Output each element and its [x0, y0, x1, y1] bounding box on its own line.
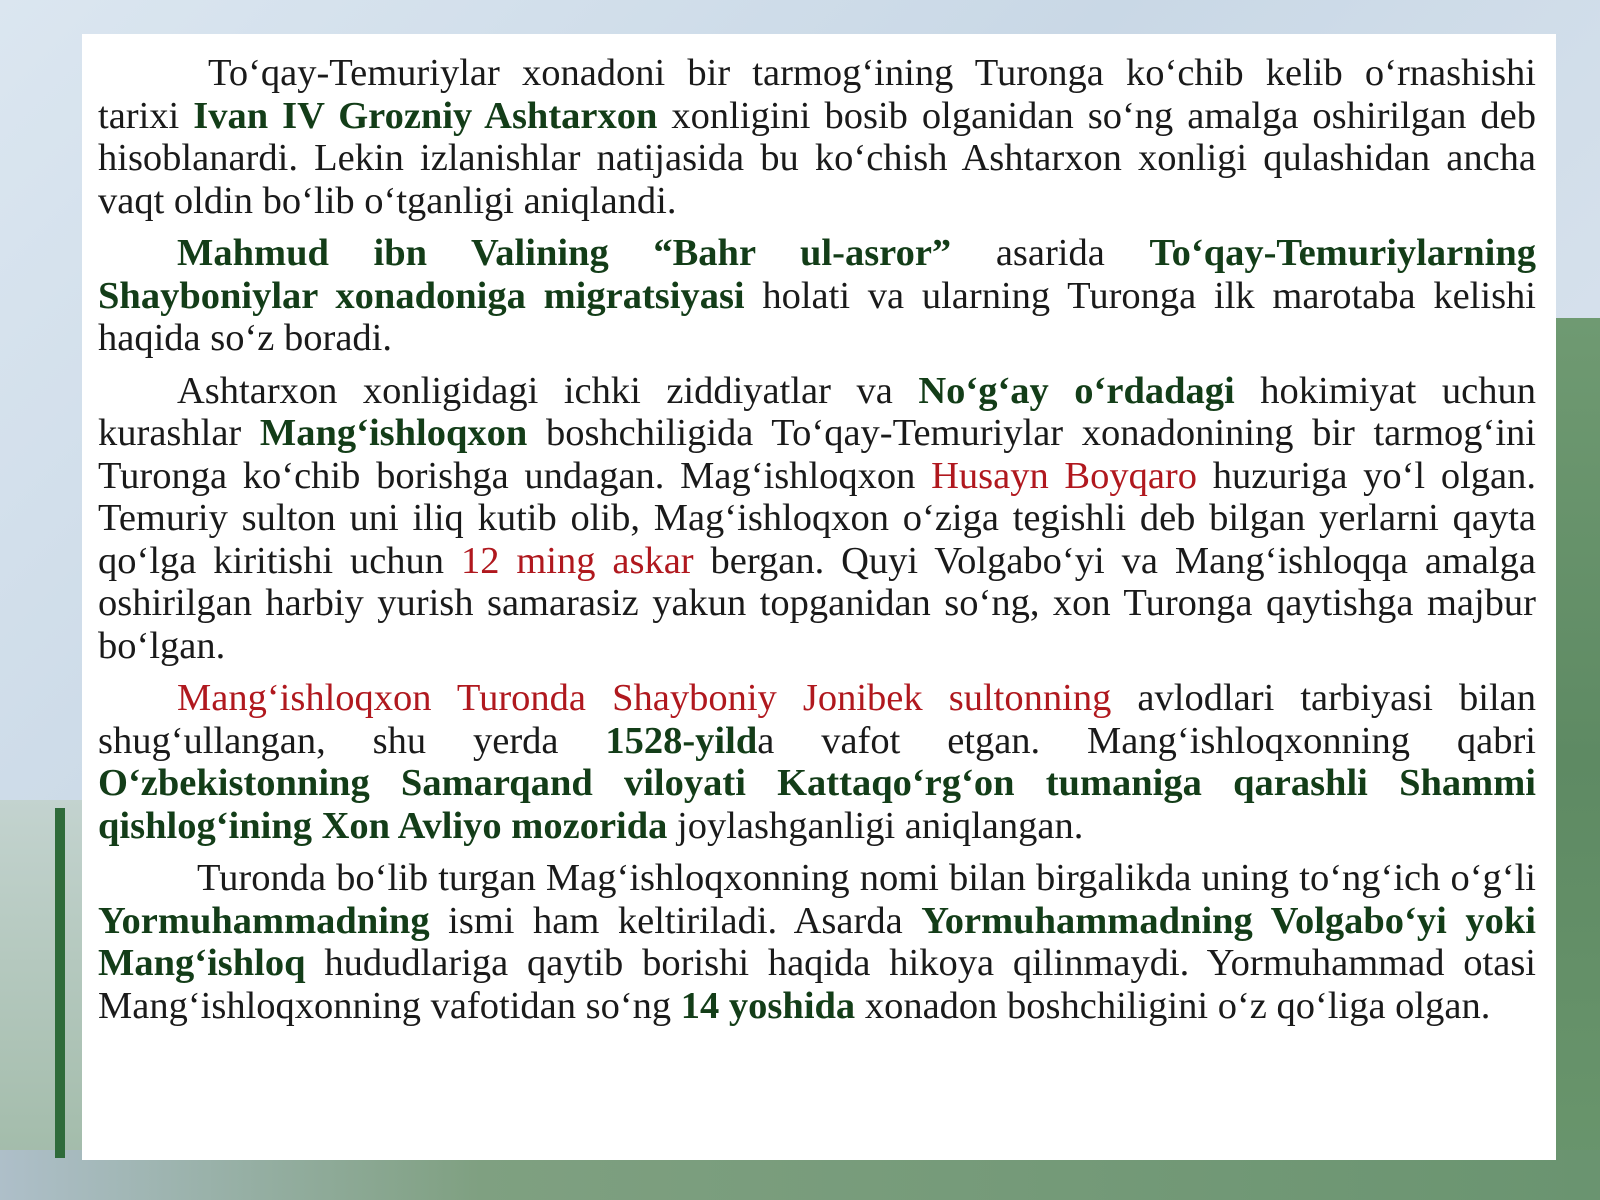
highlighted-term: Husayn Boyqaro [931, 454, 1198, 497]
text-run: hududlariga qaytib borishi haqida hikoya qilinmaydi. Yormuhammad otasi Mang‘ishloqxonning vafotidan so‘ng [98, 942, 1536, 1027]
bold-term: 1528-yild [605, 719, 758, 762]
bold-term: O‘zbekistonning Samarqand viloyati Kattaqo‘rg‘on tumaniga qarashli Shammi qishlog‘ining Xon Avliyo mozorida [98, 762, 1536, 847]
text-panel [82, 34, 1556, 1160]
text-run: boshchiligida To‘qay-Temuriylar xonadonining bir tarmog‘ini Turonga ko‘chib borishga undagan. Mag‘ishloqxon [98, 412, 1536, 497]
text-run: Turonda bo‘lib turgan Mag‘ishloqxonning nomi bilan birgalikda uning to‘ng‘ich o‘g‘li [197, 857, 1536, 899]
text-run: bergan. Quyi Volgabo‘yi va Mang‘ishloqqa amalga oshirilgan harbiy yurish samarasiz yakun topganidan so‘ng, xon Turonga qaytishga majbur bo‘lgan. [98, 539, 1537, 667]
bold-term: Mang‘ishloqxon [259, 412, 528, 454]
text-run: huzuriga yo‘l olgan. Temuriy sulton uni iliq kutib olib, Mag‘ishloqxon o‘ziga tegishli deb bilgan yerlarni qayta qo‘lga kiritishi uchun [98, 454, 1536, 582]
text-run: hokimiyat uchun kurashlar [98, 369, 1536, 454]
text-run: joylashganligi aniqlangan. [667, 804, 1084, 847]
paragraph-4 [98, 677, 1536, 847]
text-run: xonadon boshchiligini o‘z qo‘liga olgan. [855, 984, 1491, 1027]
highlighted-term: 12 ming askar [460, 539, 694, 582]
bold-term: Mahmud ibn Valining “Bahr ul-asror” [177, 232, 952, 274]
paragraph-2 [98, 232, 1536, 360]
text-run: Ashtarxon xonligidagi ichki ziddiyatlar va [177, 369, 919, 412]
accent-bar-left [55, 808, 65, 1158]
bold-term: To‘qay-Temuriylarning Shayboniylar xonadoniga migratsiyasi [98, 232, 1536, 317]
bold-term: 14 yoshida [680, 984, 856, 1027]
text-run: avlodlari tarbiyasi bilan shug‘ullangan, shu yerda [98, 677, 1537, 762]
text-run: To‘qay-Temuriylar xonadoni bir tarmog‘ining Turonga ko‘chib kelib o‘rnashishi tarixi [98, 52, 1536, 137]
text-run: xonligini bosib olganidan so‘ng amalga oshirilgan deb hisoblanardi. Lekin izlanishlar natijasida bu ko‘chish Ashtarxon xonligi qulashidan ancha vaqt oldin bo‘lib o‘tganligi aniqlandi. [98, 94, 1536, 222]
paragraph-3 [98, 370, 1536, 668]
highlighted-term: Mang‘ishloqxon Turonda Shayboniy Jonibek sultonning [177, 677, 1112, 719]
paragraph-1 [98, 52, 1536, 222]
bold-term: Yormuhammadning Volgabo‘yi yoki Mang‘ishloq [98, 899, 1536, 984]
paragraph-5 [98, 857, 1536, 1027]
text-run: a vafot etgan. Mang‘ishloqxonning qabri [757, 719, 1537, 762]
text-run: ismi ham keltiriladi. Asarda [429, 899, 922, 942]
bold-term: Yormuhammadning [98, 899, 430, 942]
background-block-left [0, 800, 82, 1200]
text-run: asarida [951, 232, 1150, 274]
text-run: holati va ularning Turonga ilk marotaba kelishi haqida so‘z boradi. [98, 274, 1536, 359]
bold-term: No‘g‘ay o‘rdadagi [918, 369, 1235, 412]
bold-term: Ivan IV Grozniy Ashtarxon [193, 94, 658, 137]
